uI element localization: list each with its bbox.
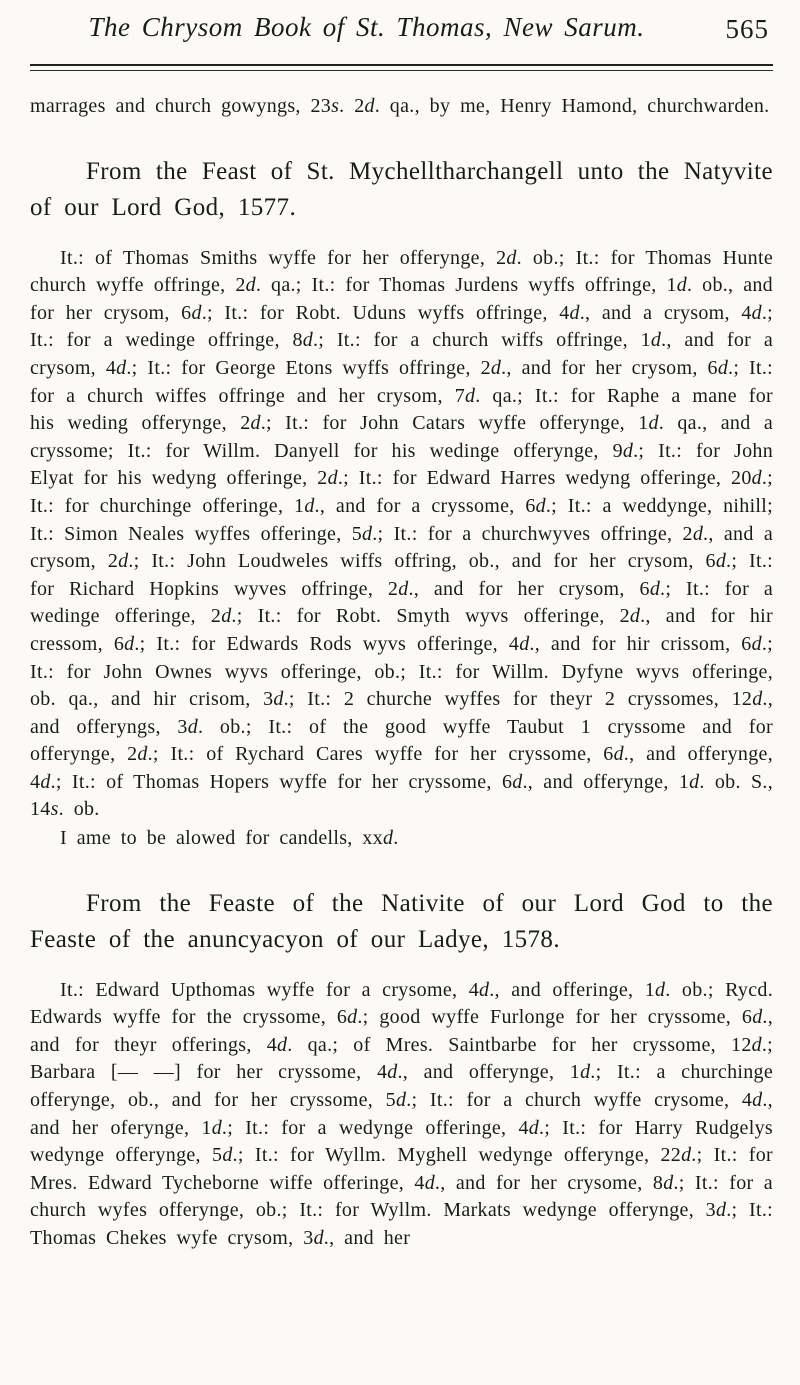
section-1578-body: It.: Edward Upthomas wyffe for a crysome, 4d., and offeringe, 1d. ob.; Rycd. Edwards wyffe for the cryssome, 6d.; good wyffe Furlonge for her cryssome, 6d., and for theyr offerings, 4d. qa.; of Mres. Saintbarbe for her cryssome, 12d.; Barbara [— —] for her cryssome, 4d., and offerynge, 1d.; It.: a churchinge offerynge, ob., and for her cryssome, 5d.; It.: for a church wyffe crysome, 4d., and her oferynge, 1d.; It.: for a wedynge offeringe, 4d.; It.: for Harry Rudgelys wedynge offerynge, 5d.; It.: for Wyllm. Myghell wedynge offerynge, 22d.; It.: for Mres. Edward Tycheborne wiffe offeringe, 4d., and for her crysome, 8d.; It.: for a church wyfes offerynge, ob.; It.: for Wyllm. Markats wedynge offerynge, 3d.; It.: Thomas Chekes wyfe crysom, 3d., and her	[30, 978, 774, 1249]
header-rule	[30, 64, 773, 71]
candells-note: I ame to be alowed for candells, xxd.	[60, 827, 399, 850]
running-title: The Chrysom Book of St. Thomas, New Sarum.	[88, 12, 645, 42]
section-1578-heading: From the Feaste of the Nativite of our Lord God to the Feaste of the anuncyacyon of our Ladye, 1578.	[30, 889, 773, 953]
section-1577-body: It.: of Thomas Smiths wyffe for her offerynge, 2d. ob.; It.: for Thomas Hunte church wyffe offringe, 2d. qa.; It.: for Thomas Jurdens wyffs offringe, 1d. ob., and for her crysom, 6d.; It.: for Robt. Uduns wyffs offringe, 4d., and a crysom, 4d.; It.: for a wedinge offringe, 8d.; It.: for a church wiffs offringe, 1d., and for a crysom, 4d.; It.: for George Etons wyffs offringe, 2d., and for her crysom, 6d.; It.: for a church wiffes offringe and her crysom, 7d. qa.; It.: for Raphe a mane for his weding offerynge, 2d.; It.: for John Catars wyffe offerynge, 1d. qa., and a cryssome; It.: for Willm. Danyell for his wedinge offerynge, 9d.; It.: for John Elyat for his wedyng offeringe, 2d.; It.: for Edward Harres wedyng offeringe, 20d.; It.: for churchinge offeringe, 1d., and for a cryssome, 6d.; It.: a weddynge, nihill; It.: Simon Neales wyffes offeringe, 5d.; It.: for a churchwyves offringe, 2d., and a crysom, 2d.; It.: John Loudweles wiffs offring, ob., and for her crysom, 6d.; It.: for Richard Hopkins wyves offringe, 2d., and for her crysom, 6d.; It.: for a wedinge offeringe, 2d.; It.: for Robt. Smyth wyvs offeringe, 2d., and for hir cressom, 6d.; It.: for Edwards Rods wyvs offeringe, 4d., and for hir crissom, 6d.; It.: for John Ownes wyvs offeringe, ob.; It.: for Willm. Dyfyne wyvs offeringe, ob. qa., and hir crisom, 3d.; It.: 2 churche wyffes for theyr 2 cryssomes, 12d., and offeryngs, 3d. ob.; It.: of the good wyffe Taubut 1 cryssome and for offerynge, 2d.; It.: of Rychard Cares wyffe for her cryssome, 6d., and offerynge, 4d.; It.: of Thomas Hopers wyffe for her cryssome, 6d., and offerynge, 1d. ob. S., 14s. ob.	[30, 246, 774, 821]
section-1577-heading: From the Feast of St. Mychelltharchangell unto the Natyvite of our Lord God, 1577.	[30, 157, 773, 221]
page-header	[30, 12, 773, 56]
page-number: 565	[725, 14, 769, 44]
intro-paragraph: marrages and church gowyngs, 23s. 2d. qa., by me, Henry Hamond, churchwarden.	[30, 95, 770, 117]
